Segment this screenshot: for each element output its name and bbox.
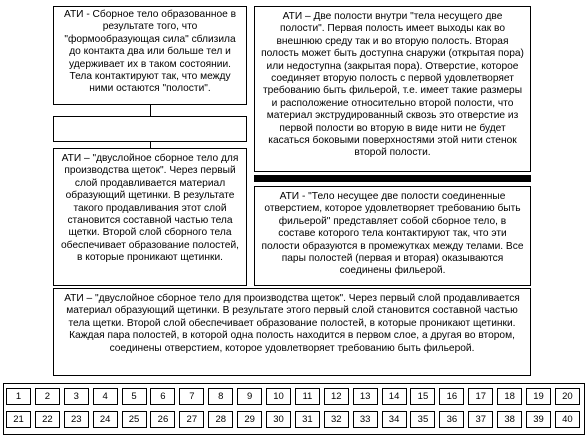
number-cell: 37 [468,411,493,428]
number-cell: 27 [179,411,204,428]
number-cell: 23 [64,411,89,428]
number-cell: 21 [6,411,31,428]
number-cell: 1 [6,388,31,405]
number-cell: 14 [382,388,407,405]
number-cell: 19 [526,388,551,405]
number-cell: 10 [266,388,291,405]
number-cell: 6 [150,388,175,405]
number-cell: 29 [237,411,262,428]
number-cell: 40 [555,411,580,428]
number-cell: 26 [150,411,175,428]
number-cell: 3 [64,388,89,405]
number-cell: 34 [382,411,407,428]
thick-separator-bar [254,175,531,182]
number-cell: 31 [295,411,320,428]
number-cell: 4 [93,388,118,405]
number-cell: 12 [324,388,349,405]
number-cell: 5 [122,388,147,405]
number-cell: 11 [295,388,320,405]
number-cell: 9 [237,388,262,405]
number-cell: 8 [208,388,233,405]
number-cell: 35 [410,411,435,428]
box-right-cavities-joined: АТИ - "Тело несущее две полости соединенные отверстием, которое удовлетворяет требованию быть фильерой" представляет собой сборное тело, в составе которого тела контактируют так, что эти полости образуются в промежутках между телами. Все пары полостей (первая и вторая) оказываются соединены фильерой. [254,186,531,286]
number-cell: 18 [497,388,522,405]
number-cell: 24 [93,411,118,428]
box-left-two-layer-body: АТИ – "двуслойное сборное тело для производства щеток". Через первый слой продавливается материал образующий щетинки. В результате такого продавливания этот слой становится составной частью тела щетки. Второй слой сборного тела обеспечивает образование полостей, в которые проникают щетинки. [53,148,247,286]
number-cell: 16 [439,388,464,405]
number-cell: 2 [35,388,60,405]
number-cell: 39 [526,411,551,428]
number-cell: 7 [179,388,204,405]
number-cell: 20 [555,388,580,405]
number-cell: 15 [410,388,435,405]
number-cell: 25 [122,411,147,428]
number-cell: 22 [35,411,60,428]
box-bottom-brush-body: АТИ – "двуслойное сборное тело для производства щеток". Через первый слой продавливается материал образующий щетинки. В результате этого первый слой становится составной частью тела щетки. Второй слой обеспечивает образование полостей, в которые проникают щетинки. Каждая пара полостей, в которой одна полость находится в первом слое, а другая во втором, соединены отверстием, которое удовлетворяет требованию быть фильерой. [53,288,531,376]
number-cell: 28 [208,411,233,428]
number-cell: 33 [353,411,378,428]
connector-left-1 [150,105,151,116]
number-cell: 17 [468,388,493,405]
number-cell: 38 [497,411,522,428]
box-right-two-cavities: АТИ – Две полости внутри "тела несущего две полости". Первая полость имеет выходы как во внешнюю среду так и во вторую полость. Вторая полость может быть доступна снаружи (открытая пора) или недоступна (закрытая пора). Отверстие, которое соединяет вторую полость с первой удовлетворяет требованию быть фильерой, т.е. имеет такие размеры и расположение относительно второй полости, что материал экструдированный сквозь это отверстие из первой полости во вторую в виде нити не будет касаться боковыми поверхностями этой нити стенок второй полости. [254,6,531,172]
numbers-row-2 [6,409,580,431]
box-left-empty [53,116,247,142]
numbers-row-1 [6,386,580,408]
box-left-assembled-body: АТИ - Сборное тело образованное в результате того, что "формообразующая сила" сблизила до контакта два или больше тел и удерживает их в таком состоянии. Тела контактируют так, что между ними остаются "полости". [53,6,247,105]
number-cell: 36 [439,411,464,428]
number-cell: 32 [324,411,349,428]
number-cell: 13 [353,388,378,405]
number-cell: 30 [266,411,291,428]
